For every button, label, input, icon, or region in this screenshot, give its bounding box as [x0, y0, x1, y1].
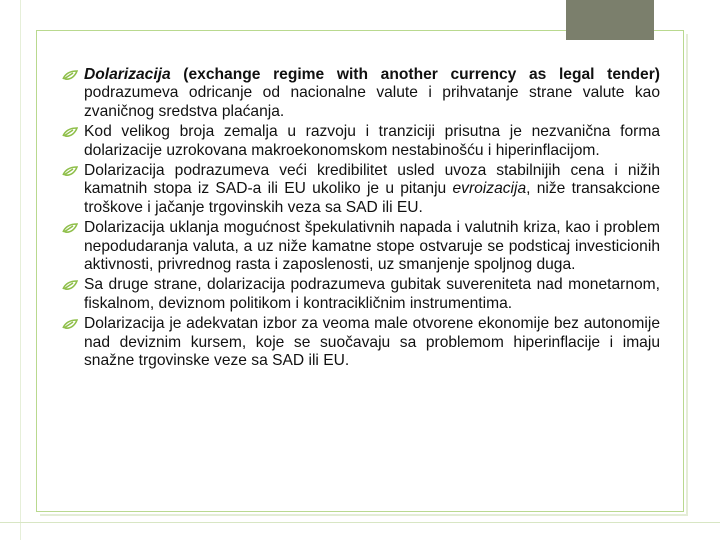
bullet-text: Sa druge strane, dolarizacija podrazumeva gubitak suvereniteta nad monetarnom, fiskalnom, deviznom politikom i kontracikličnim instrumentima.	[84, 276, 660, 312]
decor-horizontal-line	[0, 522, 720, 523]
leaf-bullet-icon	[62, 127, 78, 138]
bullet-text: Dolarizacija uklanja mogućnost špekulativnih napada i valutnih kriza, kao i problem nepodudaranja valuta, a uz niže kamatne stope ostvaruje se podsticaj investicionih aktivnosti, privrednog rasta i zaposlenosti, uz smanjenje spoljnog duga.	[84, 219, 660, 274]
bullet-text: Dolarizacija podrazumeva veći kredibilitet usled uvoza stabilnijih cena i nižih kamatnih stopa iz SAD-a ili EU ukoliko je u pitanju	[84, 162, 660, 198]
bullet-item	[62, 162, 660, 217]
bullet-text: podrazumeva odricanje od nacionalne valute i prihvatanje strane valute kao zvaničnog sredstva plaćanja.	[84, 84, 660, 120]
bullet-item	[62, 219, 660, 274]
decor-vertical-line	[20, 0, 21, 540]
term-english: (exchange regime with another currency as legal tender)	[170, 66, 660, 83]
bullet-item	[62, 315, 660, 370]
leaf-bullet-icon	[62, 319, 78, 330]
leaf-bullet-icon	[62, 166, 78, 177]
term-evroizacija: evroizacija	[452, 180, 527, 198]
bullet-item	[62, 276, 660, 313]
bullet-list	[62, 66, 660, 371]
term-dolarizacija: Dolarizacija	[84, 66, 171, 83]
leaf-bullet-icon	[62, 280, 78, 291]
bullet-text: Dolarizacija je adekvatan izbor za veoma male otvorene ekonomije bez autonomije nad deviznim kursem, koje se suočavaju sa problemom hiperinflacije i imaju snažne trgovinske veze sa SAD ili EU.	[84, 315, 660, 370]
bullet-item	[62, 123, 660, 160]
slide-content	[62, 66, 660, 373]
bullet-text-end: , niže transakcione troškove i jačanje trgovinskih veza sa SAD ili EU.	[84, 180, 660, 216]
bullet-text: Kod velikog broja zemalja u razvoju i tranziciji prisutna je nezvanična forma dolarizacije uzrokovana makroekonomskom nestabinošću i hiperinflacijom.	[84, 123, 660, 159]
leaf-bullet-icon	[62, 70, 78, 81]
bullet-item	[62, 66, 660, 121]
leaf-bullet-icon	[62, 223, 78, 234]
corner-tab	[566, 0, 654, 40]
